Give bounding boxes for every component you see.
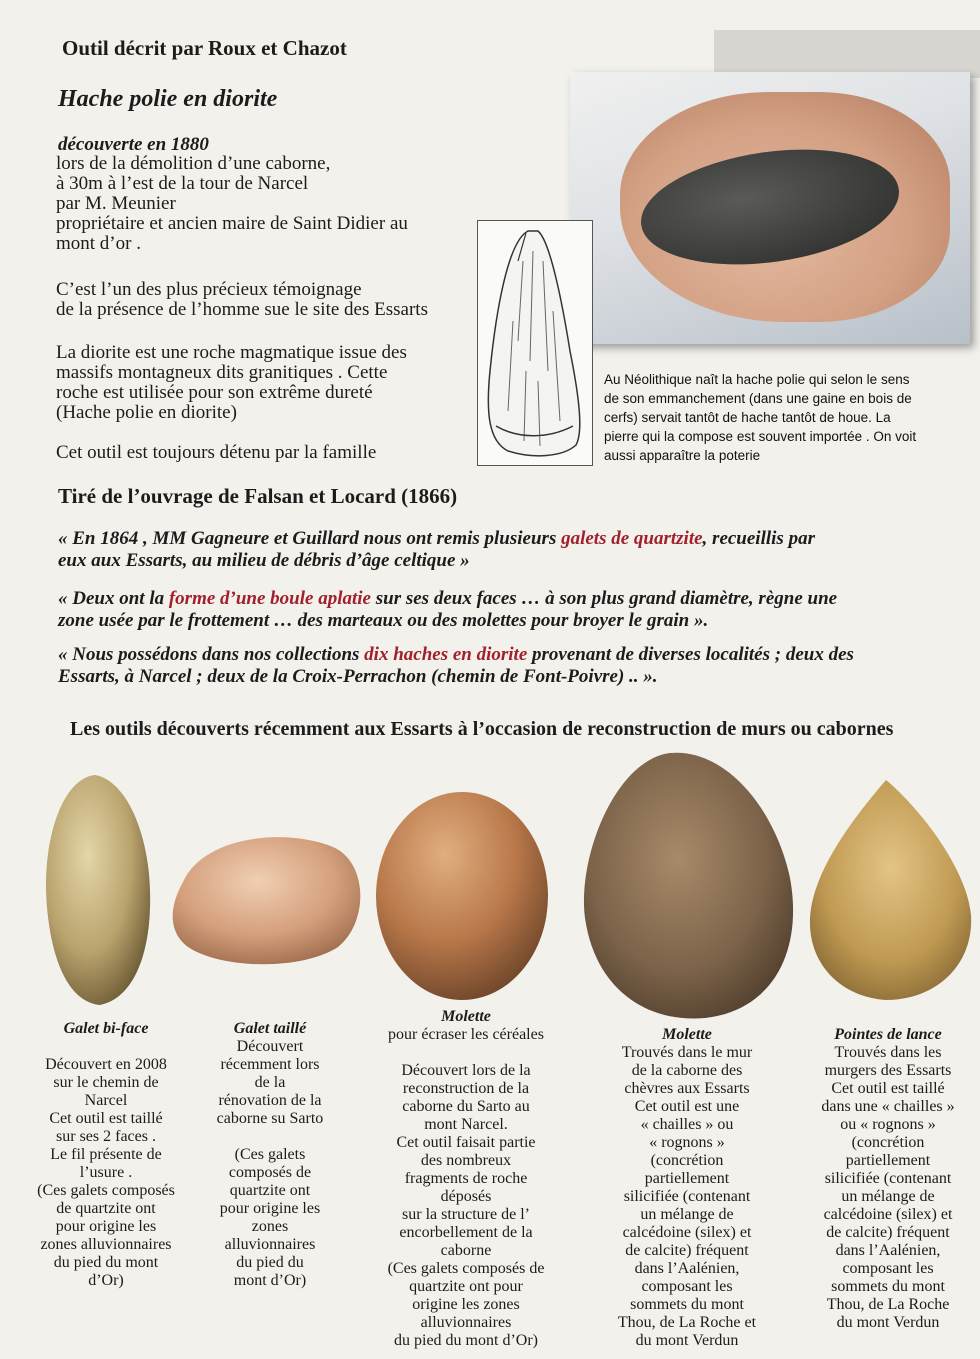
tool-galet-biface: Galet bi-face Découvert en 2008 sur le chemin de Narcel Cet outil est taillé sur ses 2 faces . Le fil présente de l’usure . (Ces galets composés de quartzite ont pour origine les zones alluvionnaires du pied du mont d’Or) xyxy=(22,1020,190,1290)
tool-molette-1: Molette pour écraser les céréales Découvert lors de la reconstruction de la caborne du Sarto au mont Narcel. Cet outil faisait partie des nombreux fragments de roche déposés sur la structure de l’ encorbellement de la caborne (Ces galets composés de quartzite ont pour origine les zones alluvionnaires du pied du mont d’Or) xyxy=(368,1008,564,1350)
family-text: Cet outil est toujours détenu par la famille xyxy=(56,442,377,463)
quote-3: « Nous possédons dans nos collections dix haches en diorite provenant de diverses localités ; deux des Essarts, à Narcel ; deux de la Croix-Perrachon (chemin de Font-Poivre) .. ». xyxy=(58,644,854,687)
testimony-text: C’est l’un des plus précieux témoignage de la présence de l’homme sue le site des Essarts xyxy=(56,279,428,320)
quote-2: « Deux ont la forme d’une boule aplatie sur ses deux faces … à son plus grand diamètre, règne une zone usée par le frottement … des marteaux ou des molettes pour broyer le grain ». xyxy=(58,588,838,631)
tool-pointes-lance: Pointes de lance Trouvés dans les murgers des Essarts Cet outil est taillé dans une « chailles » ou « rognons » (concrétion partiellement silicifiée (contenant un mélange de calcédoine (silex) et de calcite) fréquent dans l’Aalénien, composant les sommets du mont Thou, de La Roche du mont Verdun xyxy=(800,1026,976,1332)
found-date: découverte en 1880 xyxy=(58,134,209,155)
outil-title: Outil décrit par Roux et Chazot xyxy=(62,36,347,60)
axe-drawing-icon xyxy=(478,221,592,465)
tool-molette-2: Molette Trouvés dans le mur de la caborne des chèvres aux Essarts Cet outil est une « chailles » ou « rognons » (concrétion partiellement silicifiée (contenant un mélange de calcédoine (silex) et de calcite) fréquent dans l’Aalénien, composant les sommets du mont Thou, de La Roche et du mont Verdun xyxy=(598,1026,776,1350)
tool-name: Galet taillé xyxy=(233,1020,307,1037)
tool-name: Galet bi-face xyxy=(63,1020,149,1037)
galet-taille-image xyxy=(163,822,373,972)
axe-sketch xyxy=(477,220,593,466)
diorite-text: La diorite est une roche magmatique issue des massifs montagneux dits granitiques . Cette roche est utilisée pour son extrême dureté (Hache polie en diorite) xyxy=(56,342,407,423)
recent-tools-title: Les outils découverts récemment aux Essarts à l’occasion de reconstruction de murs ou cabornes xyxy=(70,718,894,740)
faded-banner xyxy=(714,30,980,78)
tool-galet-taille: Galet taillé Découvert récemment lors de la rénovation de la caborne su Sarto (Ces galets composés de quartzite ont pour origine les zones alluvionnaires du pied du mont d’Or) xyxy=(190,1020,350,1290)
highlight-haches: dix haches en diorite xyxy=(364,644,528,665)
falsan-title: Tiré de l’ouvrage de Falsan et Locard (1866) xyxy=(58,484,458,508)
axe-title: Hache polie en diorite xyxy=(58,86,278,112)
hand-axe-photo xyxy=(570,72,970,344)
photo-caption: Au Néolithique naît la hache polie qui selon le sens de son emmanchement (dans une gaine en bois de cerfs) servait tantôt de hache tantôt de houe. La pierre qui la compose est souvent importée . On voit aussi apparaître la poterie xyxy=(604,372,917,463)
pointe-lance-image xyxy=(806,775,976,1005)
discovery-text: lors de la démolition d’une caborne, à 30m à l’est de la tour de Narcel par M. Meunier propriétaire et ancien maire de Saint Didier au mont d’or . xyxy=(56,153,408,254)
molette-image xyxy=(372,788,552,1003)
galet-biface-image xyxy=(40,770,160,1010)
tool-name: Molette xyxy=(441,1008,491,1025)
highlight-boule: forme d’une boule aplatie xyxy=(168,588,371,609)
highlight-galets: galets de quartzite xyxy=(561,528,703,549)
tool-name: Molette xyxy=(662,1026,712,1043)
molette-chaille-image xyxy=(575,748,805,1023)
tool-name: Pointes de lance xyxy=(834,1026,942,1043)
quote-1: « En 1864 , MM Gagneure et Guillard nous ont remis plusieurs galets de quartzite, recueillis par eux aux Essarts, au milieu de débris d’âge celtique » xyxy=(58,528,815,571)
